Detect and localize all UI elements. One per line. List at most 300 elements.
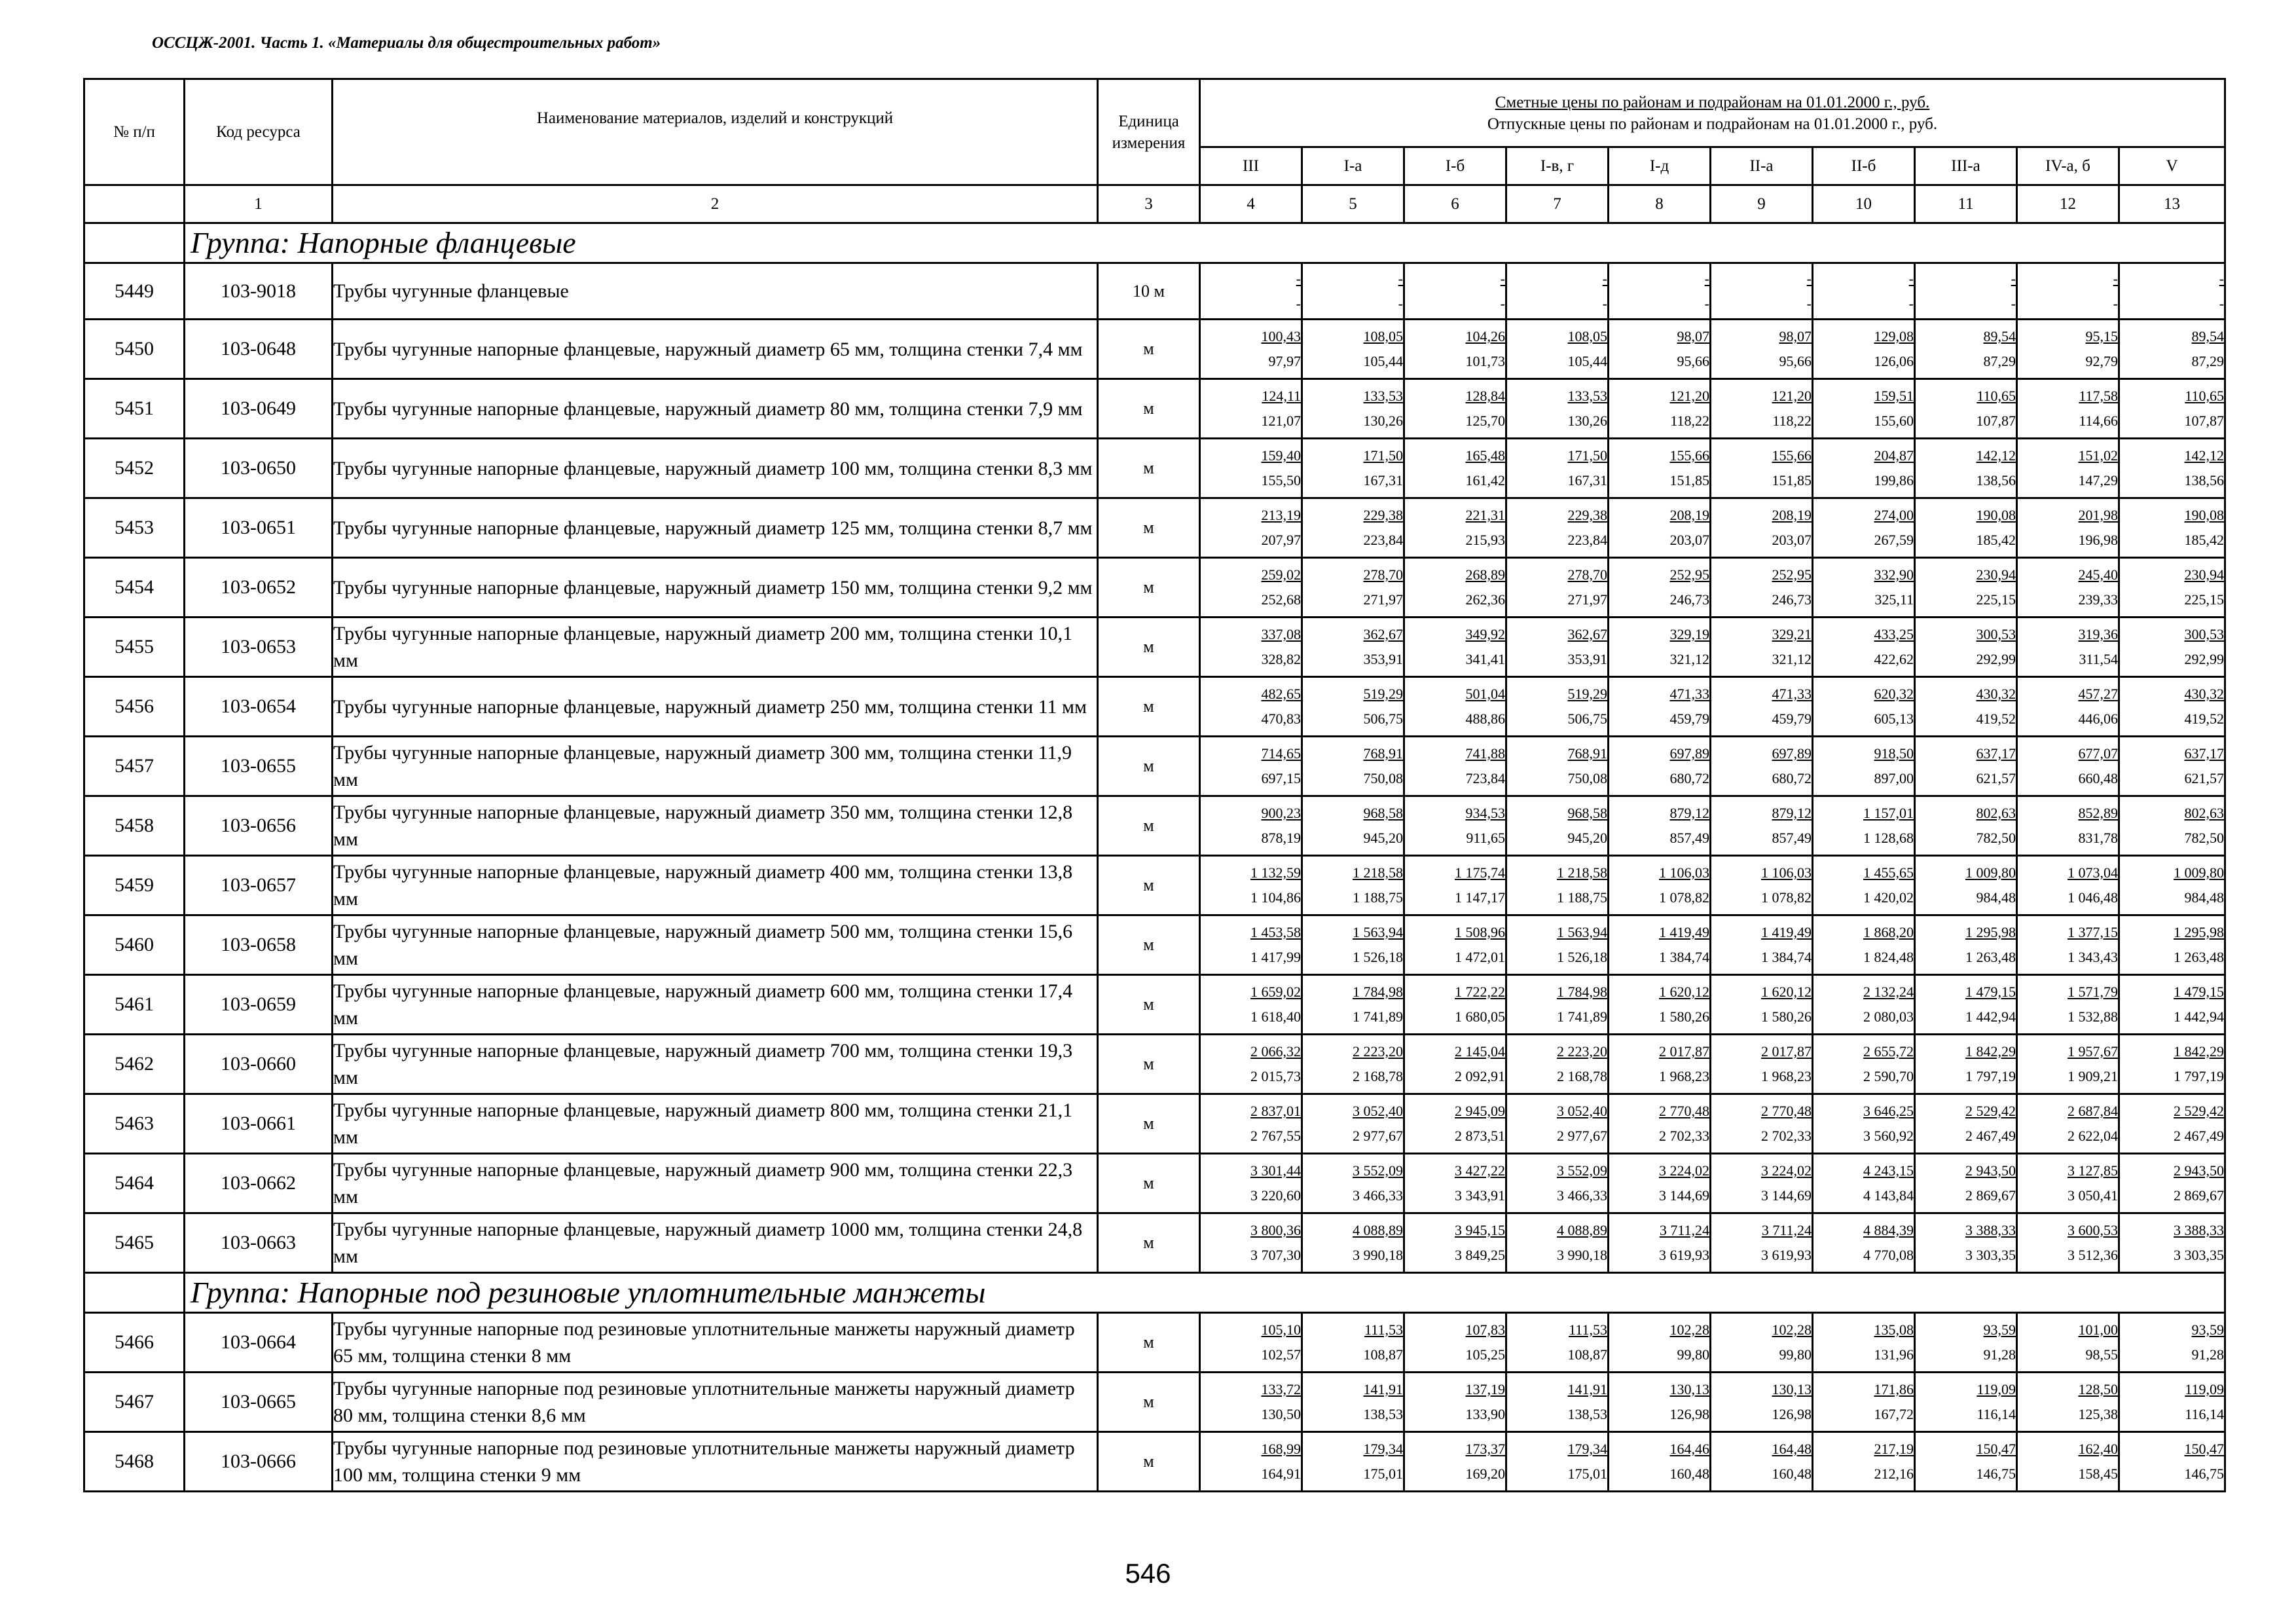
estimate-price: 201,98 bbox=[2078, 507, 2118, 523]
estimate-price: - bbox=[2011, 270, 2016, 287]
release-price: 225,15 bbox=[2184, 591, 2225, 608]
estimate-price: 208,19 bbox=[1772, 507, 1812, 523]
estimate-price: 93,59 bbox=[1983, 1321, 2016, 1338]
price-cell bbox=[1302, 498, 1404, 558]
price-cell bbox=[1404, 320, 1506, 379]
release-price: 175,01 bbox=[1567, 1466, 1607, 1482]
price-cell bbox=[1609, 856, 1711, 915]
price-cell bbox=[1711, 498, 1813, 558]
price-cell bbox=[1609, 1154, 1711, 1213]
price-cell bbox=[1200, 796, 1302, 856]
column-number-13: 13 bbox=[2119, 185, 2225, 223]
price-cell bbox=[1813, 737, 1915, 796]
unit-of-measure: м bbox=[1098, 320, 1200, 379]
estimate-price: 1 419,49 bbox=[1761, 924, 1812, 940]
release-price: 215,93 bbox=[1465, 532, 1505, 548]
estimate-price: 1 563,94 bbox=[1353, 924, 1403, 940]
price-cell bbox=[1200, 1432, 1302, 1492]
price-cell bbox=[1915, 915, 2017, 975]
unit-of-measure: м bbox=[1098, 558, 1200, 618]
column-number-6: 6 bbox=[1404, 185, 1506, 223]
material-name: Трубы чугунные напорные под резиновые уплотнительные манжеты наружный диаметр 65 мм, толщина стенки 8 мм bbox=[333, 1313, 1098, 1373]
release-price: 1 618,40 bbox=[1250, 1008, 1301, 1025]
estimate-price: 1 175,74 bbox=[1455, 864, 1505, 881]
material-name: Трубы чугунные фланцевые bbox=[333, 263, 1098, 320]
estimate-price: 141,91 bbox=[1567, 1381, 1607, 1397]
release-price: 118,22 bbox=[1670, 413, 1709, 429]
price-cell bbox=[1506, 1154, 1609, 1213]
release-price: 116,14 bbox=[2185, 1406, 2225, 1422]
price-cell bbox=[1404, 439, 1506, 498]
price-cell bbox=[1404, 856, 1506, 915]
estimate-price: 190,08 bbox=[2184, 507, 2225, 523]
release-price: 2 873,51 bbox=[1455, 1128, 1505, 1144]
price-cell bbox=[1609, 1094, 1711, 1154]
estimate-price: 102,28 bbox=[1772, 1321, 1812, 1338]
table-row bbox=[84, 1432, 2225, 1492]
estimate-price: - bbox=[2113, 270, 2118, 287]
price-cell bbox=[2017, 558, 2119, 618]
price-cell bbox=[1404, 1432, 1506, 1492]
release-price: 422,62 bbox=[1874, 651, 1914, 667]
price-cell bbox=[1813, 558, 1915, 618]
estimate-price: 155,66 bbox=[1669, 447, 1709, 464]
estimate-price: 3 552,09 bbox=[1353, 1162, 1403, 1179]
resource-code: 103-0661 bbox=[185, 1094, 333, 1154]
release-price: 1 188,75 bbox=[1557, 889, 1607, 906]
estimate-price: 133,53 bbox=[1363, 388, 1403, 404]
release-price: 1 824,48 bbox=[1863, 949, 1914, 965]
release-price: 91,28 bbox=[2191, 1346, 2225, 1363]
price-cell bbox=[2119, 856, 2225, 915]
unit-of-measure: м bbox=[1098, 1313, 1200, 1373]
price-cell bbox=[1200, 737, 1302, 796]
estimate-price: 620,32 bbox=[1874, 686, 1914, 702]
estimate-price: 918,50 bbox=[1874, 745, 1914, 762]
price-cell bbox=[1711, 915, 1813, 975]
resource-code: 103-0654 bbox=[185, 677, 333, 737]
release-price: 419,52 bbox=[1976, 710, 2016, 727]
estimate-price: 110,65 bbox=[1977, 388, 2016, 404]
release-price: 98,55 bbox=[2085, 1346, 2118, 1363]
estimate-price: 130,13 bbox=[1772, 1381, 1812, 1397]
estimate-price: - bbox=[2219, 270, 2225, 287]
price-cell bbox=[2119, 498, 2225, 558]
price-cell bbox=[1302, 677, 1404, 737]
price-cell bbox=[1711, 1094, 1813, 1154]
price-cell bbox=[1506, 439, 1609, 498]
resource-code: 103-0657 bbox=[185, 856, 333, 915]
group-num-cell bbox=[84, 223, 185, 263]
price-cell bbox=[1302, 1313, 1404, 1373]
release-price: 126,06 bbox=[1874, 353, 1914, 369]
price-cell bbox=[1302, 737, 1404, 796]
release-price: 3 050,41 bbox=[2068, 1187, 2118, 1204]
estimate-price: 2 017,87 bbox=[1761, 1043, 1812, 1060]
column-number-empty bbox=[84, 185, 185, 223]
release-price: 196,98 bbox=[2078, 532, 2118, 548]
estimate-price: 130,13 bbox=[1669, 1381, 1709, 1397]
estimate-price: 2 687,84 bbox=[2068, 1103, 2118, 1119]
estimate-price: 741,88 bbox=[1465, 745, 1505, 762]
price-cell bbox=[2017, 379, 2119, 439]
price-cell bbox=[1609, 1373, 1711, 1432]
estimate-price: 362,67 bbox=[1363, 626, 1403, 642]
estimate-price: 4 243,15 bbox=[1863, 1162, 1914, 1179]
release-price: 3 990,18 bbox=[1353, 1247, 1403, 1263]
table-row bbox=[84, 796, 2225, 856]
row-number: 5450 bbox=[84, 320, 185, 379]
column-number-3: 3 bbox=[1098, 185, 1200, 223]
price-cell bbox=[1404, 618, 1506, 677]
release-price: 506,75 bbox=[1567, 710, 1607, 727]
estimate-price: 93,59 bbox=[2191, 1321, 2225, 1338]
price-cell bbox=[1711, 975, 1813, 1035]
estimate-price: 1 620,12 bbox=[1761, 984, 1812, 1000]
release-price: 3 220,60 bbox=[1250, 1187, 1301, 1204]
estimate-price: 100,43 bbox=[1261, 328, 1301, 344]
price-cell bbox=[2119, 263, 2225, 320]
estimate-price: 245,40 bbox=[2078, 566, 2118, 583]
material-name: Трубы чугунные напорные фланцевые, наружный диаметр 500 мм, толщина стенки 15,6 мм bbox=[333, 915, 1098, 975]
price-cell bbox=[1915, 1313, 2017, 1373]
estimate-price: - bbox=[1296, 270, 1301, 287]
estimate-price: 1 571,79 bbox=[2068, 984, 2118, 1000]
release-price: 723,84 bbox=[1465, 770, 1505, 786]
material-name: Трубы чугунные напорные фланцевые, наружный диаметр 700 мм, толщина стенки 19,3 мм bbox=[333, 1035, 1098, 1094]
estimate-price: 252,95 bbox=[1669, 566, 1709, 583]
release-price: 151,85 bbox=[1669, 472, 1709, 489]
estimate-price: 1 009,80 bbox=[1965, 864, 2016, 881]
price-cell bbox=[1711, 1213, 1813, 1273]
material-name: Трубы чугунные напорные фланцевые, наружный диаметр 125 мм, толщина стенки 8,7 мм bbox=[333, 498, 1098, 558]
release-price: 1 078,82 bbox=[1761, 889, 1812, 906]
release-price: 147,29 bbox=[2078, 472, 2118, 489]
estimate-price: 2 017,87 bbox=[1659, 1043, 1709, 1060]
release-price: 2 168,78 bbox=[1557, 1068, 1607, 1084]
price-cell bbox=[1404, 498, 1506, 558]
release-price: 750,08 bbox=[1363, 770, 1403, 786]
estimate-price: 95,15 bbox=[2085, 328, 2118, 344]
estimate-price: 1 620,12 bbox=[1659, 984, 1709, 1000]
estimate-price: 165,48 bbox=[1465, 447, 1505, 464]
price-cell bbox=[1813, 1373, 1915, 1432]
estimate-price: 3 711,24 bbox=[1761, 1222, 1812, 1238]
region-header-6: II-б bbox=[1813, 147, 1915, 185]
release-price: 1 968,23 bbox=[1659, 1068, 1709, 1084]
price-cell bbox=[2017, 975, 2119, 1035]
row-number: 5462 bbox=[84, 1035, 185, 1094]
price-cell bbox=[1506, 1035, 1609, 1094]
group-row bbox=[84, 1273, 2225, 1313]
release-price: - bbox=[1704, 295, 1709, 312]
region-header-4: I-д bbox=[1609, 147, 1711, 185]
release-price: 945,20 bbox=[1363, 830, 1403, 846]
price-cell bbox=[2119, 737, 2225, 796]
release-price: - bbox=[1602, 295, 1607, 312]
price-cell bbox=[1200, 1213, 1302, 1273]
estimate-price: 1 132,59 bbox=[1250, 864, 1301, 881]
resource-code: 103-0650 bbox=[185, 439, 333, 498]
release-price: 92,79 bbox=[2085, 353, 2118, 369]
release-price: 1 968,23 bbox=[1761, 1068, 1812, 1084]
release-price: 1 680,05 bbox=[1455, 1008, 1505, 1025]
material-name: Трубы чугунные напорные фланцевые, наружный диаметр 100 мм, толщина стенки 8,3 мм bbox=[333, 439, 1098, 498]
estimate-price: 1 868,20 bbox=[1863, 924, 1914, 940]
estimate-price: 1 784,98 bbox=[1557, 984, 1607, 1000]
release-price: 353,91 bbox=[1567, 651, 1607, 667]
release-price: 292,99 bbox=[2184, 651, 2225, 667]
release-price: 105,25 bbox=[1465, 1346, 1505, 1363]
price-cell bbox=[1813, 1035, 1915, 1094]
price-cell bbox=[1200, 915, 1302, 975]
estimate-price: 229,38 bbox=[1567, 507, 1607, 523]
release-price: 1 188,75 bbox=[1353, 889, 1403, 906]
price-cell bbox=[1915, 1432, 2017, 1492]
estimate-price: 159,40 bbox=[1261, 447, 1301, 464]
release-price: 116,14 bbox=[1977, 1406, 2016, 1422]
estimate-price: 278,70 bbox=[1363, 566, 1403, 583]
price-cell bbox=[1915, 263, 2017, 320]
price-cell bbox=[1813, 498, 1915, 558]
region-header-8: IV-а, б bbox=[2017, 147, 2119, 185]
price-cell bbox=[1506, 379, 1609, 439]
price-cell bbox=[2017, 856, 2119, 915]
estimate-price: 3 711,24 bbox=[1659, 1222, 1709, 1238]
estimate-price: 208,19 bbox=[1669, 507, 1709, 523]
release-price: 1 046,48 bbox=[2068, 889, 2118, 906]
region-header-9: V bbox=[2119, 147, 2225, 185]
column-number-7: 7 bbox=[1506, 185, 1609, 223]
estimate-price: 697,89 bbox=[1669, 745, 1709, 762]
release-price: 1 797,19 bbox=[2174, 1068, 2225, 1084]
release-price: 911,65 bbox=[1466, 830, 1505, 846]
price-cell bbox=[1813, 856, 1915, 915]
estimate-price: 129,08 bbox=[1874, 328, 1914, 344]
estimate-price: 2 066,32 bbox=[1250, 1043, 1301, 1060]
release-price: 2 977,67 bbox=[1353, 1128, 1403, 1144]
release-price: 984,48 bbox=[2184, 889, 2225, 906]
release-price: 130,26 bbox=[1567, 413, 1607, 429]
price-cell bbox=[1404, 1154, 1506, 1213]
price-cell bbox=[1813, 1313, 1915, 1373]
estimate-price: 2 529,42 bbox=[1965, 1103, 2016, 1119]
release-price: 99,80 bbox=[1677, 1346, 1709, 1363]
release-price: 87,29 bbox=[2191, 353, 2225, 369]
estimate-price: 179,34 bbox=[1363, 1441, 1403, 1457]
estimate-price: 1 842,29 bbox=[1965, 1043, 2016, 1060]
unit-of-measure: м bbox=[1098, 498, 1200, 558]
release-price: 95,66 bbox=[1677, 353, 1709, 369]
unit-of-measure: м bbox=[1098, 737, 1200, 796]
estimate-price: 3 224,02 bbox=[1761, 1162, 1812, 1179]
release-price: 167,72 bbox=[1874, 1406, 1914, 1422]
price-cell bbox=[1506, 915, 1609, 975]
release-price: 130,50 bbox=[1261, 1406, 1301, 1422]
release-price: 199,86 bbox=[1874, 472, 1914, 489]
release-price: 262,36 bbox=[1465, 591, 1505, 608]
price-cell bbox=[1915, 975, 2017, 1035]
estimate-price: 2 223,20 bbox=[1353, 1043, 1403, 1060]
price-cell bbox=[1915, 856, 2017, 915]
price-cell bbox=[1200, 1373, 1302, 1432]
price-cell bbox=[1302, 915, 1404, 975]
price-cell bbox=[1302, 618, 1404, 677]
estimate-price: 3 646,25 bbox=[1863, 1103, 1914, 1119]
estimate-price: 329,21 bbox=[1772, 626, 1812, 642]
price-cell bbox=[2119, 558, 2225, 618]
price-cell bbox=[1711, 263, 1813, 320]
resource-code: 103-0659 bbox=[185, 975, 333, 1035]
price-cell bbox=[1506, 618, 1609, 677]
col-header-code: Код ресурса bbox=[185, 79, 333, 185]
estimate-price: 124,11 bbox=[1262, 388, 1301, 404]
table-row bbox=[84, 320, 2225, 379]
price-cell bbox=[1609, 379, 1711, 439]
unit-of-measure: м bbox=[1098, 379, 1200, 439]
release-price: 3 303,35 bbox=[1965, 1247, 2016, 1263]
estimate-price: 968,58 bbox=[1567, 805, 1607, 821]
estimate-price: 1 784,98 bbox=[1353, 984, 1403, 1000]
release-price: 169,20 bbox=[1465, 1466, 1505, 1482]
price-cell bbox=[1404, 379, 1506, 439]
col-header-prices bbox=[1200, 79, 2225, 147]
release-price: - bbox=[1908, 295, 1914, 312]
release-price: 4 770,08 bbox=[1863, 1247, 1914, 1263]
release-price: 158,45 bbox=[2078, 1466, 2118, 1482]
release-price: 321,12 bbox=[1669, 651, 1709, 667]
price-cell bbox=[1200, 1094, 1302, 1154]
price-cell bbox=[2119, 1373, 2225, 1432]
release-price: 1 104,86 bbox=[1250, 889, 1301, 906]
release-price: 2 590,70 bbox=[1863, 1068, 1914, 1084]
price-cell bbox=[1813, 1154, 1915, 1213]
estimate-price: 121,20 bbox=[1772, 388, 1812, 404]
material-name: Трубы чугунные напорные фланцевые, наружный диаметр 65 мм, толщина стенки 7,4 мм bbox=[333, 320, 1098, 379]
estimate-price: 433,25 bbox=[1874, 626, 1914, 642]
release-price: 105,44 bbox=[1363, 353, 1403, 369]
price-cell bbox=[1302, 1094, 1404, 1154]
price-cell bbox=[2119, 1213, 2225, 1273]
price-cell bbox=[1711, 1432, 1813, 1492]
estimate-price: 1 295,98 bbox=[1965, 924, 2016, 940]
release-price: 2 015,73 bbox=[1250, 1068, 1301, 1084]
estimate-price: 4 884,39 bbox=[1863, 1222, 1914, 1238]
release-price: 131,96 bbox=[1874, 1346, 1914, 1363]
unit-of-measure: м bbox=[1098, 796, 1200, 856]
estimate-price: 1 479,15 bbox=[2174, 984, 2225, 1000]
estimate-price: 141,91 bbox=[1363, 1381, 1403, 1397]
release-price: 3 144,69 bbox=[1659, 1187, 1709, 1204]
material-name: Трубы чугунные напорные фланцевые, наружный диаметр 350 мм, толщина стенки 12,8 мм bbox=[333, 796, 1098, 856]
estimate-price: 3 427,22 bbox=[1455, 1162, 1505, 1179]
estimate-price: 108,05 bbox=[1567, 328, 1607, 344]
table-row bbox=[84, 975, 2225, 1035]
price-cell bbox=[2017, 1432, 2119, 1492]
price-cell bbox=[2017, 796, 2119, 856]
release-price: 175,01 bbox=[1363, 1466, 1403, 1482]
material-name: Трубы чугунные напорные фланцевые, наружный диаметр 80 мм, толщина стенки 7,9 мм bbox=[333, 379, 1098, 439]
price-cell bbox=[1506, 796, 1609, 856]
material-name: Трубы чугунные напорные фланцевые, наружный диаметр 800 мм, толщина стенки 21,1 мм bbox=[333, 1094, 1098, 1154]
release-price: 138,53 bbox=[1363, 1406, 1403, 1422]
estimate-price: 300,53 bbox=[1976, 626, 2016, 642]
estimate-price: 1 957,67 bbox=[2068, 1043, 2118, 1060]
resource-code: 103-0665 bbox=[185, 1373, 333, 1432]
release-price: 1 442,94 bbox=[2174, 1008, 2225, 1025]
page-number: 546 bbox=[1125, 1558, 1171, 1589]
estimate-price: 471,33 bbox=[1772, 686, 1812, 702]
price-cell bbox=[2017, 677, 2119, 737]
release-price: 621,57 bbox=[1976, 770, 2016, 786]
estimate-price: 2 223,20 bbox=[1557, 1043, 1607, 1060]
group-title: Группа: Напорные под резиновые уплотнительные манжеты bbox=[185, 1273, 2225, 1313]
release-price: 1 343,43 bbox=[2068, 949, 2118, 965]
estimate-price: 230,94 bbox=[2184, 566, 2225, 583]
release-price: - bbox=[2219, 295, 2225, 312]
release-price: 1 526,18 bbox=[1557, 949, 1607, 965]
estimate-price: 268,89 bbox=[1465, 566, 1505, 583]
release-price: 185,42 bbox=[2184, 532, 2225, 548]
price-cell bbox=[1915, 737, 2017, 796]
estimate-price: 319,36 bbox=[2078, 626, 2118, 642]
row-number: 5466 bbox=[84, 1313, 185, 1373]
price-cell bbox=[1609, 1213, 1711, 1273]
release-price: 506,75 bbox=[1363, 710, 1403, 727]
price-cell bbox=[1506, 498, 1609, 558]
release-price: 1 526,18 bbox=[1353, 949, 1403, 965]
release-price: 87,29 bbox=[1983, 353, 2016, 369]
price-cell bbox=[1506, 1213, 1609, 1273]
row-number: 5456 bbox=[84, 677, 185, 737]
price-cell bbox=[2017, 618, 2119, 677]
price-cell bbox=[2017, 320, 2119, 379]
release-price: - bbox=[1500, 295, 1505, 312]
estimate-price: 637,17 bbox=[1976, 745, 2016, 762]
release-price: 782,50 bbox=[2184, 830, 2225, 846]
price-cell bbox=[1711, 1373, 1813, 1432]
resource-code: 103-9018 bbox=[185, 263, 333, 320]
release-price: 2 702,33 bbox=[1761, 1128, 1812, 1144]
release-price: 1 741,89 bbox=[1353, 1008, 1403, 1025]
estimate-price: 102,28 bbox=[1669, 1321, 1709, 1338]
prices-release-label: Отпускные цены по районам и подрайонам на 01.01.2000 г., руб. bbox=[1487, 115, 1938, 133]
price-cell bbox=[1302, 439, 1404, 498]
price-cell bbox=[1302, 1432, 1404, 1492]
release-price: 99,80 bbox=[1779, 1346, 1812, 1363]
release-price: 2 168,78 bbox=[1353, 1068, 1403, 1084]
release-price: 271,97 bbox=[1567, 591, 1607, 608]
price-cell bbox=[1609, 498, 1711, 558]
price-cell bbox=[2119, 677, 2225, 737]
price-cell bbox=[1200, 379, 1302, 439]
column-number-row bbox=[84, 185, 2225, 223]
estimate-price: 879,12 bbox=[1669, 805, 1709, 821]
release-price: 680,72 bbox=[1669, 770, 1709, 786]
release-price: 621,57 bbox=[2184, 770, 2225, 786]
release-price: 164,91 bbox=[1261, 1466, 1301, 1482]
row-number: 5457 bbox=[84, 737, 185, 796]
price-cell bbox=[1302, 975, 1404, 1035]
release-price: 2 869,67 bbox=[2174, 1187, 2225, 1204]
release-price: 697,15 bbox=[1261, 770, 1301, 786]
estimate-price: 2 837,01 bbox=[1250, 1103, 1301, 1119]
release-price: 121,07 bbox=[1261, 413, 1301, 429]
row-number: 5453 bbox=[84, 498, 185, 558]
row-number: 5459 bbox=[84, 856, 185, 915]
col-header-name: Наименование материалов, изделий и конструкций bbox=[333, 79, 1098, 185]
table-row bbox=[84, 1035, 2225, 1094]
